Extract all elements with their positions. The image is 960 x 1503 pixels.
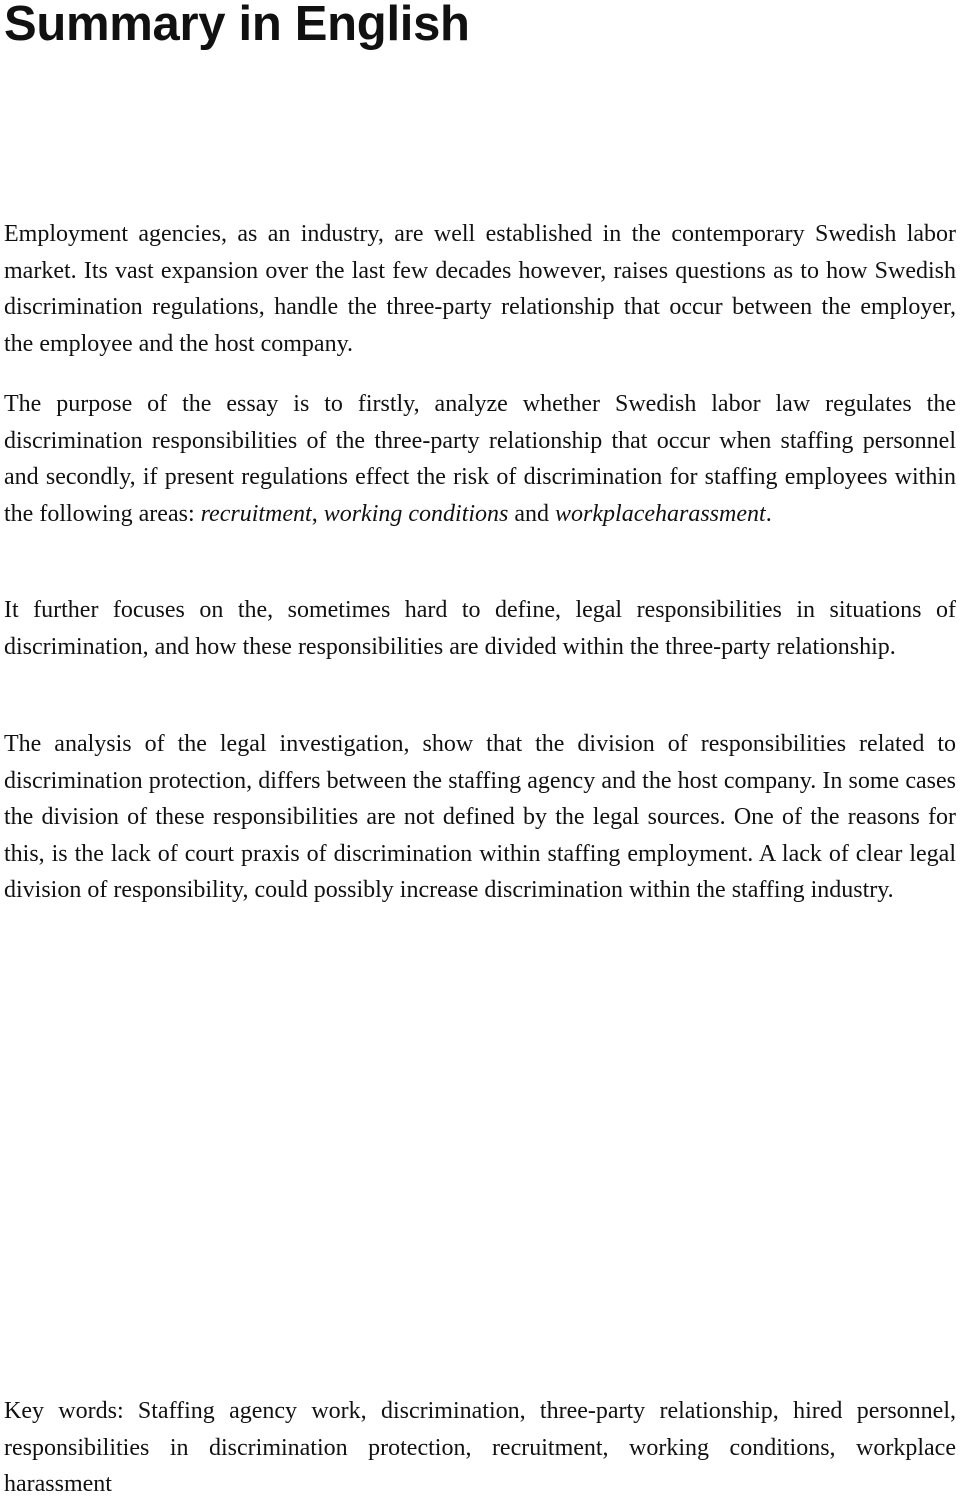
area-working-conditions: working conditions bbox=[323, 500, 509, 527]
paragraph-analysis: The analysis of the legal investigation, show that the division of responsibilities related to discrimination protection, differs between the staffing agency and the host company. In some cases the division of these responsibilities are not defined by the legal sources. One of the reasons for this, is the lack of court praxis of discrimination within staffing employment. A lack of clear legal division of responsibility, could possibly increase discrimination within the staffing industry. bbox=[4, 731, 956, 904]
area-separator: and bbox=[508, 500, 556, 527]
area-recruitment: recruitment bbox=[200, 500, 312, 527]
paragraph-focus: It further focuses on the, sometimes hard to define, legal responsibilities in situations of discrimination, and how these responsibilities are divided within the three-party relationship. bbox=[4, 597, 956, 660]
paragraph-purpose bbox=[4, 386, 956, 532]
purpose-text: The purpose of the essay is to firstly, analyze whether Swedish labor law regulates the discrimination responsibilities of the three-party relationship that occur when staffing personnel and secondly, if present regulations effect the risk of discrimination for staffing employees within the following areas: bbox=[4, 391, 956, 527]
paragraph-background: Employment agencies, as an industry, are well established in the contemporary Swedish labor market. Its vast expansion over the last few decades however, raises questions as to how Swedish discrimination regulations, handle the three-party relationship that occur between the employer, the employee and the host company. bbox=[4, 221, 956, 357]
area-workplace-harassment: workplaceharassment bbox=[555, 500, 766, 527]
keywords: Key words: Staffing agency work, discrimination, three-party relationship, hired personnel, responsibilities in discrimination protection, recruitment, working conditions, workplace harassment bbox=[4, 1398, 956, 1498]
page-title: Summary in English bbox=[4, 0, 470, 51]
area-separator: , bbox=[311, 500, 324, 527]
sentence-end: . bbox=[765, 500, 772, 527]
